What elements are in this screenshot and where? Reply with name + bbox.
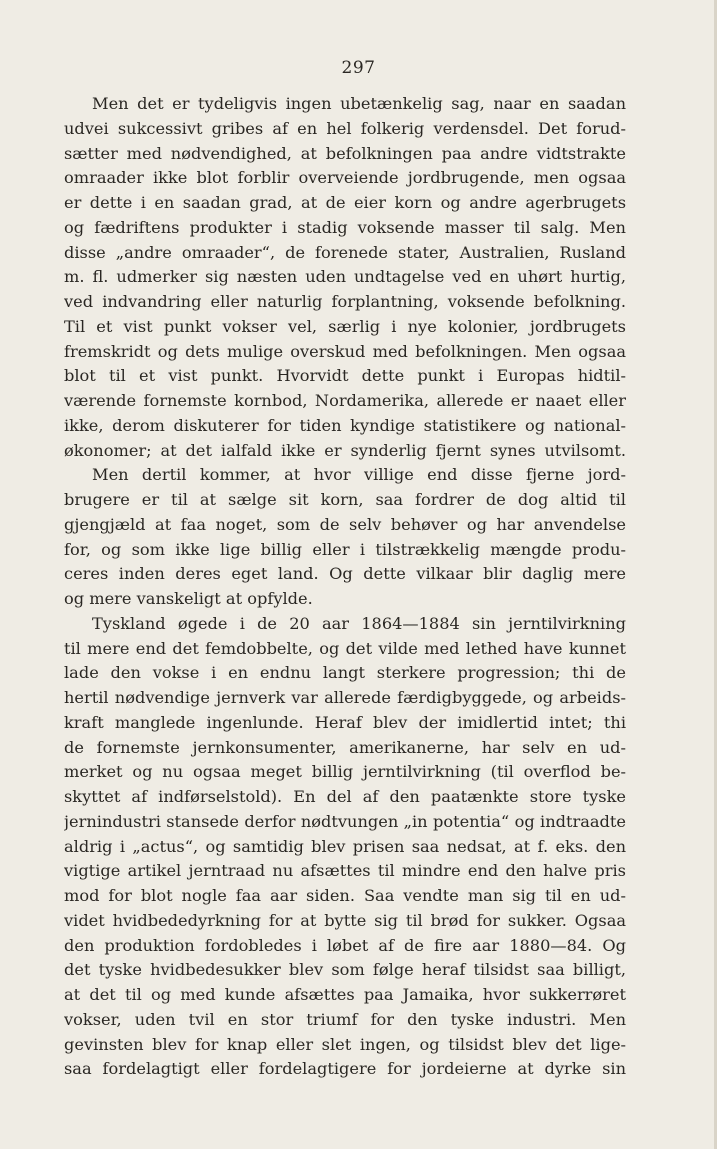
text-line: merket og nu ogsaa meget billig jerntilvirkning (til overflod be- [64,762,626,782]
text-line: brugere er til at sælge sit korn, saa fordrer de dog altid til [64,490,626,509]
text-line: Men det er tydeligvis ingen ubetænkelig sag, naar en saadan [92,94,626,113]
text-line: omraader ikke blot forblir overveiende jordbrugende, men ogsaa [64,168,626,188]
text-line: sætter med nødvendighed, at befolkningen paa andre vidtstrakte [64,143,626,163]
text-line: hertil nødvendige jernverk var allerede færdigbyggede, og arbeids- [64,688,626,707]
page-number: 297 [341,58,376,78]
text-line: udvei sukcessivt gribes af en hel folkerig verdensdel. Det forud- [64,118,626,138]
text-line: Tyskland øgede i de 20 aar 1864—1884 sin jerntilvirkning [92,613,626,633]
text-line: skyttet af indførselstold). En del af den paatænkte store tyske [64,787,626,806]
text-line: de fornemste jernkonsumenter, amerikanerne, har selv en ud- [64,737,626,757]
text-line: for, og som ikke lige billig eller i tilstrækkelig mængde produ- [64,539,626,559]
text-line: værende fornemste kornbod, Nordamerika, allerede er naaet eller [64,391,626,410]
body-text [64,92,626,1082]
text-line: ved indvandring eller naturlig forplantning, voksende befolkning. [64,292,626,311]
text-line: kraft manglede ingenlunde. Heraf blev der imidlertid intet; thi [64,712,626,732]
text-line: til mere end det femdobbelte, og det vilde med lethed have kunnet [64,638,626,658]
text-line: blot til et vist punkt. Hvorvidt dette punkt i Europas hidtil- [64,366,626,386]
text-line: saa fordelagtigt eller fordelagtigere for jordeierne at dyrke sin [64,1059,626,1079]
text-line: vokser, uden tvil en stor triumf for den tyske industri. Men [64,1009,626,1029]
text-line: m. fl. udmerker sig næsten uden undtagelse ved en uhørt hurtig, [64,267,626,287]
text-line: at det til og med kunde afsættes paa Jamaika, hvor sukkerrøret [64,985,626,1004]
text-line: og mere vanskeligt at opfylde. [64,589,313,608]
text-line: videt hvidbededyrkning for at bytte sig til brød for sukker. Ogsaa [64,910,626,930]
text-line: fremskridt og dets mulige overskud med befolkningen. Men ogsaa [64,341,626,361]
text-line: gjengjæld at faa noget, som de selv behøver og har anvendelse [64,514,626,534]
text-line: jernindustri stansede derfor nødtvungen „in potentia“ og indtraadte [64,811,626,831]
text-line: Men dertil kommer, at hvor villige end disse fjerne jord- [92,465,626,485]
text-line: det tyske hvidbedesukker blev som følge heraf tilsidst saa billigt, [64,960,626,980]
text-line: og fædriftens produkter i stadig voksende masser til salg. Men [64,217,626,237]
text-line: vigtige artikel jerntraad nu afsættes til mindre end den halve pris [64,861,626,881]
text-line: Til et vist punkt vokser vel, særlig i nye kolonier, jordbrugets [64,316,626,336]
text-line: lade den vokse i en endnu langt sterkere progression; thi de [64,663,626,683]
text-line: den produktion fordobledes i løbet af de fire aar 1880—84. Og [64,935,626,955]
text-line: ceres inden deres eget land. Og dette vilkaar blir daglig mere [64,564,626,584]
text-line: aldrig i „actus“, og samtidig blev prisen saa nedsat, at f. eks. den [64,836,626,856]
text-line: ikke, derom diskuterer for tiden kyndige statistikere og national- [64,415,626,435]
text-line: disse „andre omraader“, de forenede stater, Australien, Rusland [64,242,626,262]
text-line: gevinsten blev for knap eller slet ingen, og tilsidst blev det lige- [64,1034,626,1054]
text-line: økonomer; at det ialfald ikke er synderlig fjernt synes utvilsomt. [64,440,626,460]
text-line: er dette i en saadan grad, at de eier korn og andre agerbrugets [64,193,626,212]
text-line: mod for blot nogle faa aar siden. Saa vendte man sig til en ud- [64,886,626,905]
